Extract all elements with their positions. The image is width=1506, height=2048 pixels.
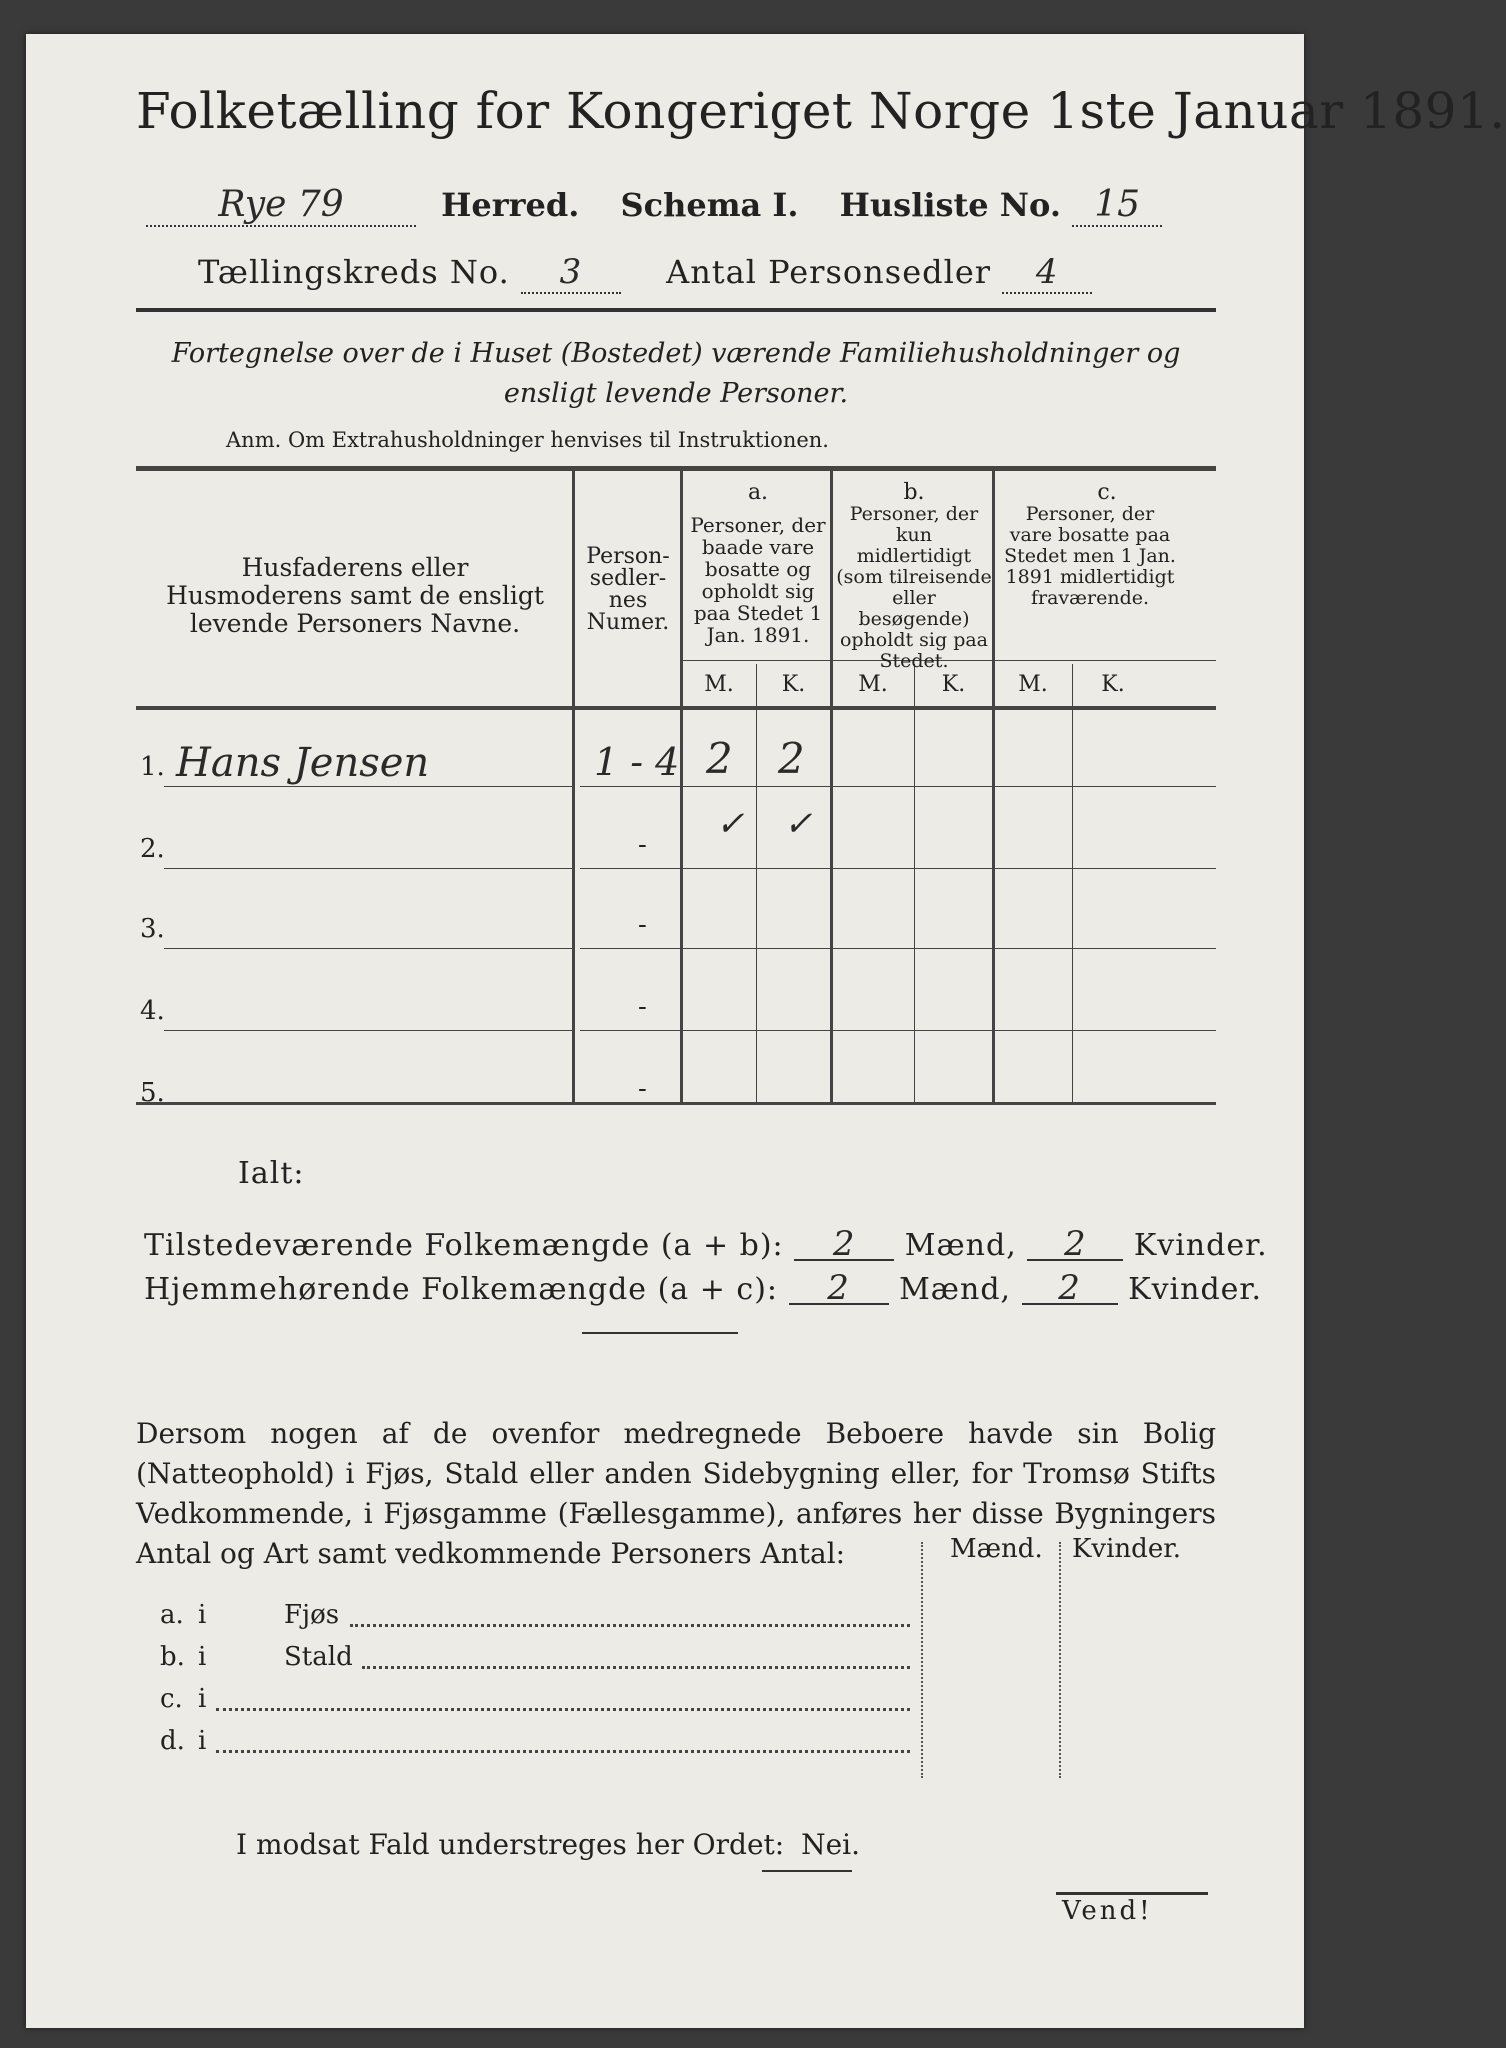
list-divider-2 (1059, 1542, 1063, 1778)
col-a-m: M. (704, 672, 734, 697)
row-1-a-k: 2 (778, 734, 805, 783)
schema-label: Schema I. (620, 186, 799, 224)
row-2-numer: - (638, 830, 647, 860)
hjem-maend: Mænd, (899, 1272, 1012, 1307)
anm-note: Anm. Om Extrahusholdninger henvises til Instruktionen. (226, 428, 829, 452)
header-rule (136, 308, 1216, 312)
list-maend-header: Mænd. (950, 1534, 1043, 1564)
col-b-m: M. (858, 672, 888, 697)
hjem-k-value: 2 (1022, 1273, 1118, 1305)
list-item-c-letter: c. (160, 1684, 183, 1714)
hjem-label: Hjemmehørende Folkemængde (a + c): (144, 1272, 778, 1307)
personsedler-label: Antal Personsedler (666, 253, 992, 291)
col-b-letter: b. (903, 480, 925, 505)
col-c-letter: c. (1097, 480, 1117, 505)
row-4-numer: - (638, 992, 647, 1022)
tilst-m-value: 2 (794, 1229, 894, 1261)
list-item-b-letter: b. (160, 1642, 185, 1672)
separator-rule (582, 1332, 738, 1334)
kreds-value: 3 (521, 252, 621, 294)
kreds-label: Tællingskreds No. (198, 253, 510, 291)
col-c-m: M. (1018, 672, 1048, 697)
ialt-label: Ialt: (238, 1156, 305, 1191)
list-divider-1 (921, 1542, 925, 1778)
herred-line (146, 184, 1162, 227)
vend-rule (1056, 1892, 1208, 1895)
row-1-numer: 1 - 4 (594, 740, 680, 784)
col-header-a: Personer, der baade vare bosatte og opholdt sig paa Stedet 1 Jan. 1891. (690, 513, 826, 647)
col-a-k: K. (781, 672, 806, 697)
list-item-b-dots (362, 1666, 910, 1669)
col-header-c: Personer, der vare bosatte paa Stedet men 1 Jan. 1891 midlertidigt fraværende. (1004, 503, 1176, 609)
personsedler-value: 4 (1002, 252, 1092, 294)
modsat-text: I modsat Fald understreges her Ordet: (236, 1828, 785, 1861)
list-item-b-label: Stald (284, 1642, 353, 1672)
col-header-b: Personer, der kun midlertidigt (som tilreisende eller besøgende) opholdt sig paa Stedet. (836, 503, 992, 672)
nei-word: Nei. (801, 1828, 861, 1861)
row-5-number: 5. (140, 1078, 165, 1108)
modsat-line (236, 1828, 860, 1861)
husliste-label: Husliste No. (839, 186, 1061, 224)
col-c-k: K. (1101, 672, 1125, 697)
building-paragraph: Dersom nogen af de ovenfor medregnede Beboere havde sin Bolig (Natteophold) i Fjøs, Stald eller anden Sidebygning eller, for Tromsø Stifts Vedkommende, i Fjøsgamme (Fællesgamme), anføres her disse Bygningers Antal og Art samt vedkommende Personers Antal: (136, 1417, 1216, 1570)
hjem-line (144, 1268, 1262, 1308)
hjem-m-value: 2 (789, 1273, 889, 1305)
tilst-line (144, 1224, 1268, 1264)
row-3-numer: - (638, 910, 647, 940)
list-item-b-i: i (198, 1642, 207, 1672)
herred-label: Herred. (441, 186, 580, 224)
herred-value: Rye 79 (146, 184, 416, 227)
hjem-kvinder: Kvinder. (1128, 1272, 1262, 1307)
kreds-line (198, 252, 1092, 294)
row-1-a-k-check: ✓ (784, 804, 813, 844)
row-5-numer: - (638, 1074, 647, 1104)
intro-text: Fortegnelse over de i Huset (Bostedet) værende Familiehusholdninger og ensligt levende Personer. (171, 338, 1181, 409)
list-item-a-i: i (198, 1600, 207, 1630)
col-header-names: Husfaderens eller Husmoderens samt de ensligt levende Personers Navne. (166, 553, 544, 638)
nei-underline (762, 1870, 852, 1872)
col-b-k: K. (941, 672, 966, 697)
list-item-a-dots (350, 1624, 910, 1627)
row-1-name: Hans Jensen (176, 740, 430, 786)
list-item-c-dots (216, 1708, 910, 1711)
list-item-a-letter: a. (160, 1600, 184, 1630)
tilst-label: Tilstedeværende Folkemængde (a + b): (144, 1228, 784, 1263)
col-header-numer: Person-sedler-nes Numer. (586, 544, 670, 635)
census-form-page (26, 34, 1506, 2028)
list-item-d-dots (216, 1750, 910, 1753)
list-item-c-i: i (198, 1684, 207, 1714)
tilst-kvinder: Kvinder. (1133, 1228, 1268, 1263)
row-2-number: 2. (140, 834, 165, 864)
row-1-number: 1. (140, 752, 165, 782)
list-item-a-label: Fjøs (284, 1600, 340, 1630)
list-item-d-i: i (198, 1726, 207, 1756)
form-title: Folketælling for Kongeriget Norge 1ste Januar 1891. (136, 82, 1506, 140)
col-a-letter: a. (747, 480, 769, 505)
tilst-k-value: 2 (1027, 1229, 1123, 1261)
list-kvinder-header: Kvinder. (1072, 1534, 1182, 1564)
row-4-number: 4. (140, 996, 165, 1026)
tilst-maend: Mænd, (904, 1228, 1017, 1263)
row-1-a-m-check: ✓ (716, 804, 745, 844)
husliste-value: 15 (1072, 184, 1162, 227)
row-3-number: 3. (140, 914, 165, 944)
list-item-d-letter: d. (160, 1726, 185, 1756)
vend-text: Vend! (1062, 1896, 1153, 1926)
row-1-a-m: 2 (706, 734, 733, 783)
